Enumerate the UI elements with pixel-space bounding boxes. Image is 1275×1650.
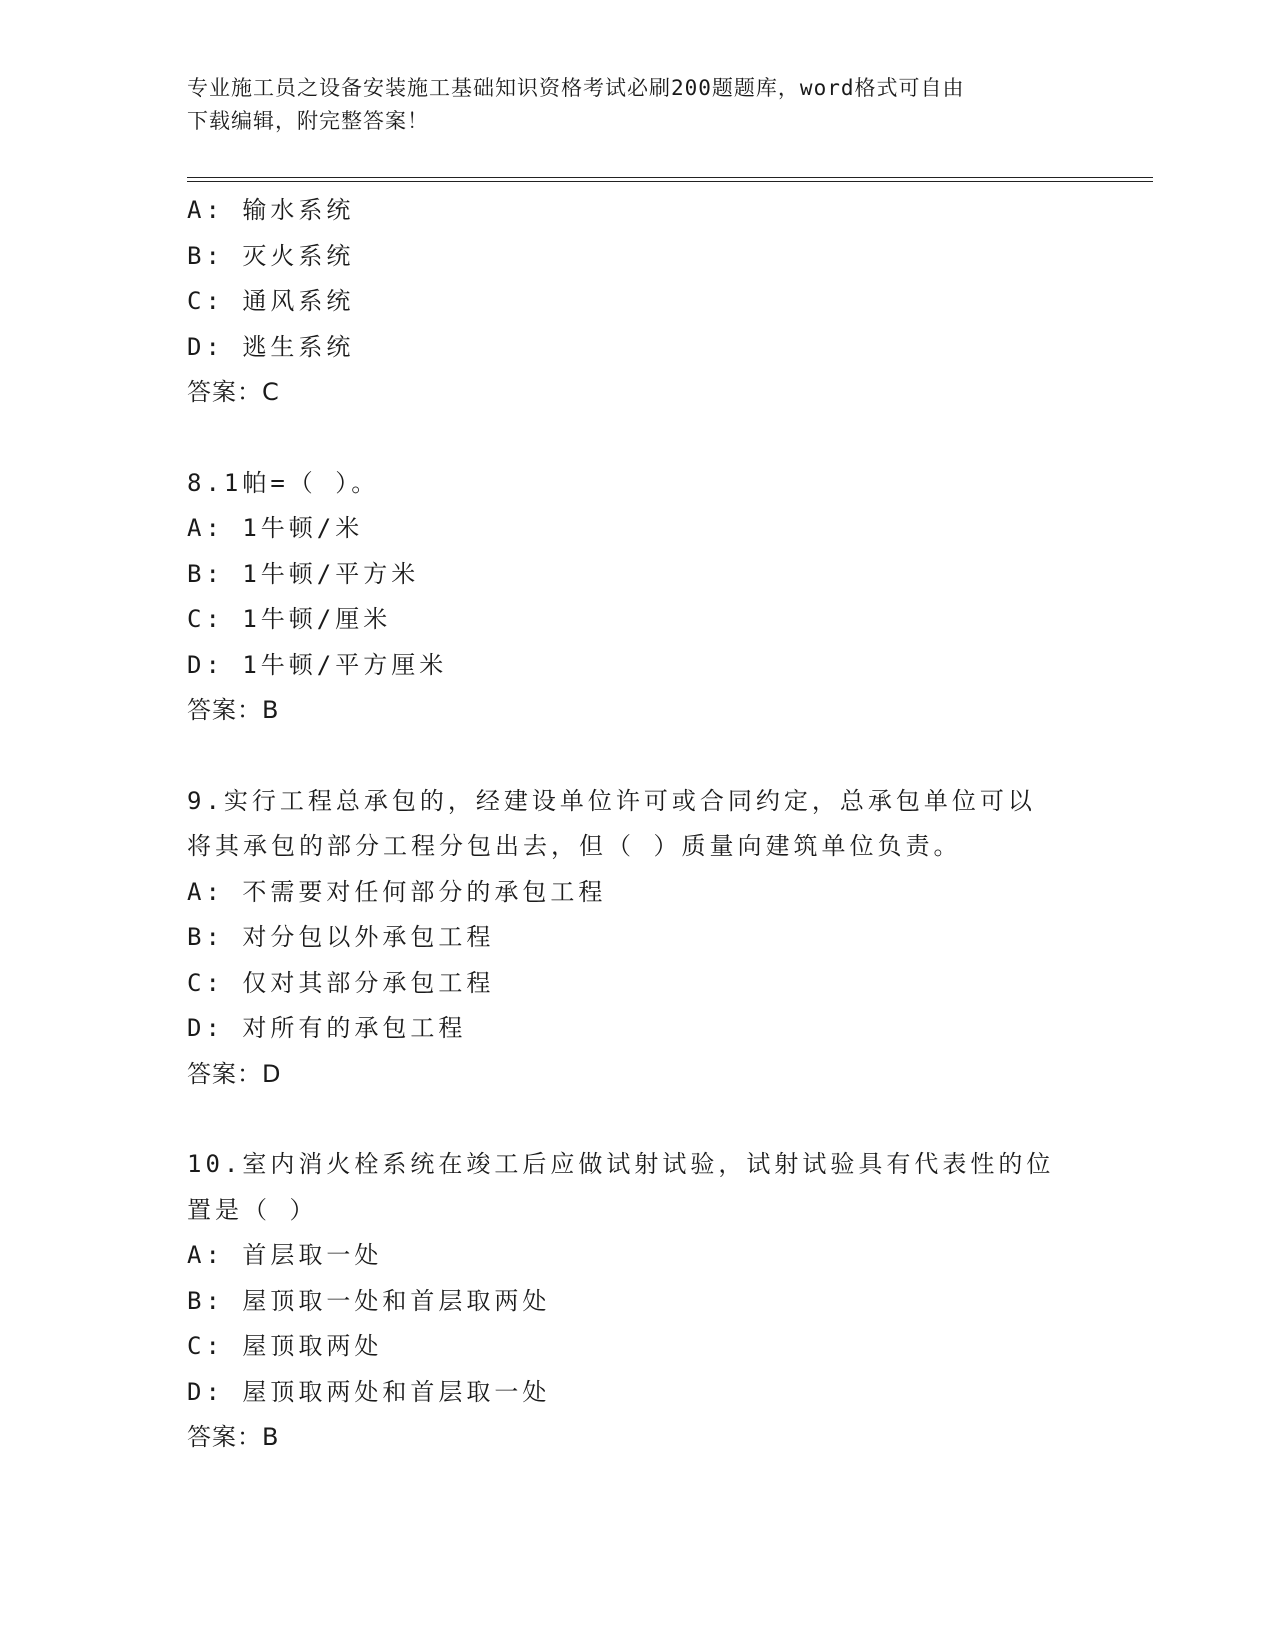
option-d: D: 逃生系统 <box>187 332 355 361</box>
option-a: A: 输水系统 <box>187 196 355 224</box>
option-b: B: 灭火系统 <box>187 241 355 270</box>
answer: 答案：D <box>187 1059 282 1088</box>
question-text-line-1: 10.室内消火栓系统在竣工后应做试射试验，试射试验具有代表性的位 <box>187 1150 1055 1178</box>
answer: 答案：B <box>187 1423 280 1451</box>
option-a: A: 不需要对任何部分的承包工程 <box>187 877 607 906</box>
header-line-1: 专业施工员之设备安装施工基础知识资格考试必刷200题题库，word格式可自由 <box>187 76 965 100</box>
option-d: D: 1牛顿/平方厘米 <box>187 650 448 679</box>
header-divider <box>187 177 1153 182</box>
question-text: 8.1帕=（ ）。 <box>187 468 380 497</box>
option-a: A: 1牛顿/米 <box>187 514 364 542</box>
question-text-line-1: 9.实行工程总承包的，经建设单位许可或合同约定，总承包单位可以 <box>187 786 1036 815</box>
option-c: C: 仅对其部分承包工程 <box>187 968 495 997</box>
question-list <box>187 188 1087 1461</box>
question-text-line-2: 将其承包的部分工程分包出去，但（ ）质量向建筑单位负责。 <box>187 832 962 860</box>
document-header <box>187 72 1067 138</box>
question-10 <box>187 1142 1087 1461</box>
answer: 答案：C <box>187 378 280 406</box>
option-c: C: 屋顶取两处 <box>187 1332 383 1360</box>
answer: 答案：B <box>187 696 280 724</box>
question-text-line-2: 置是（ ） <box>187 1195 318 1224</box>
question-9 <box>187 779 1087 1098</box>
header-line-2: 下载编辑，附完整答案！ <box>187 109 429 133</box>
option-d: D: 屋顶取两处和首层取一处 <box>187 1377 551 1406</box>
option-b: B: 屋顶取一处和首层取两处 <box>187 1286 551 1315</box>
option-c: C: 通风系统 <box>187 287 355 315</box>
question-7 <box>187 188 1087 416</box>
option-a: A: 首层取一处 <box>187 1241 383 1269</box>
option-b: B: 1牛顿/平方米 <box>187 559 420 588</box>
option-d: D: 对所有的承包工程 <box>187 1014 467 1042</box>
option-c: C: 1牛顿/厘米 <box>187 605 392 633</box>
option-b: B: 对分包以外承包工程 <box>187 923 495 951</box>
question-8 <box>187 461 1087 734</box>
